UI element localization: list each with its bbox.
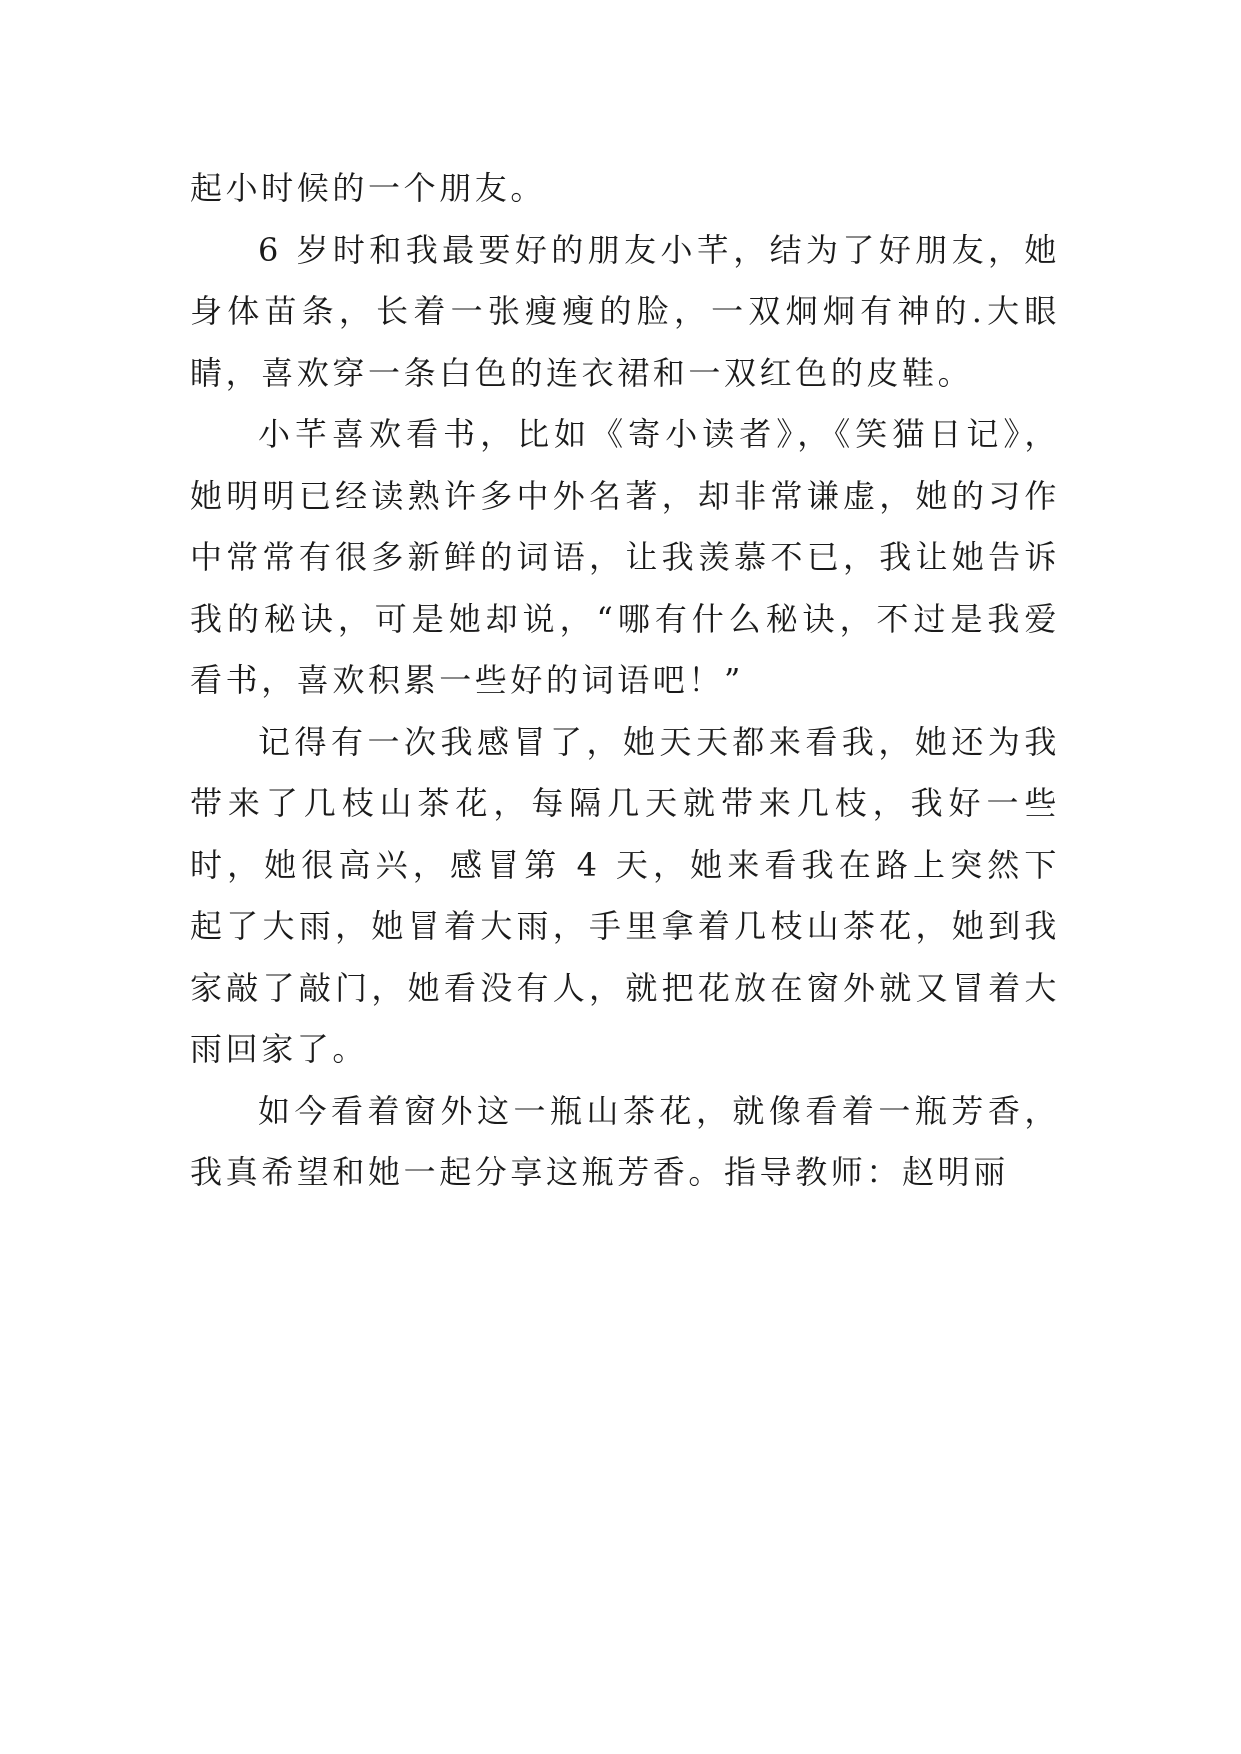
paragraph-closing: 如今看着窗外这一瓶山茶花，就像看着一瓶芳香，我真希望和她一起分享这瓶芳香。指导教师：赵明丽 — [190, 1091, 1060, 1191]
paragraph-camellia-visit: 记得有一次我感冒了，她天天都来看我，她还为我带来了几枝山茶花，每隔几天就带来几枝，我好一些时，她很高兴，感冒第 4 天，她来看我在路上突然下起了大雨，她冒着大雨，手里拿着几枝山茶花，她到我家敲了敲门，她看没有人，就把花放在窗外就又冒着大雨回家了。 — [190, 722, 1060, 1068]
paragraph-reading: 小芊喜欢看书，比如《寄小读者》，《笑猫日记》，她明明已经读熟许多中外名著，却非常谦虚，她的习作中常常有很多新鲜的词语，让我羡慕不已，我让她告诉我的秘诀，可是她却说，“哪有什么秘诀，不过是我爱看书，喜欢积累一些好的词语吧！” — [190, 415, 1060, 699]
paragraph-friend-intro: 6 岁时和我最要好的朋友小芊，结为了好朋友，她身体苗条，长着一张瘦瘦的脸，一双炯炯有神的.大眼睛，喜欢穿一条白色的连衣裙和一双红色的皮鞋。 — [190, 230, 1060, 392]
paragraph-continuation: 起小时候的一个朋友。 — [190, 169, 547, 207]
document-body — [190, 158, 1060, 1204]
